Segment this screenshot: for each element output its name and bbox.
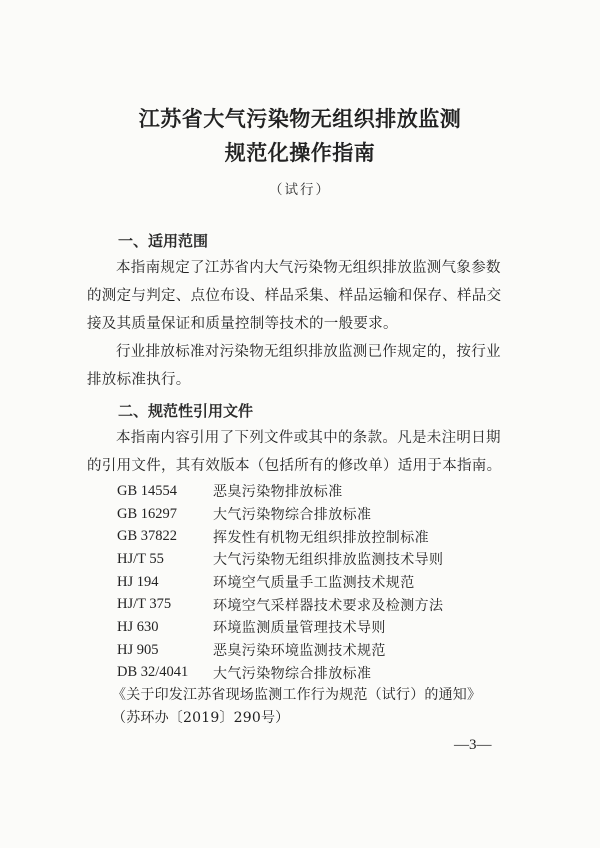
scope-paragraph-2 bbox=[87, 338, 515, 394]
section-heading-references: 二、规范性引用文件 bbox=[118, 402, 254, 420]
document-title-line2: 规范化操作指南 bbox=[224, 141, 376, 165]
reference-code: HJ/T 55 bbox=[117, 550, 164, 567]
reference-code: HJ 905 bbox=[117, 641, 159, 658]
reference-item bbox=[117, 480, 517, 503]
references-paragraph bbox=[87, 424, 515, 480]
document-title-line1: 江苏省大气污染物无组织排放监测 bbox=[138, 107, 462, 131]
scope-paragraph-1 bbox=[87, 254, 515, 338]
reference-code: HJ 630 bbox=[117, 618, 159, 635]
reference-code: HJ/T 375 bbox=[117, 596, 172, 613]
document-subtitle: （试行） bbox=[269, 182, 331, 198]
reference-item bbox=[117, 571, 517, 594]
reference-item bbox=[117, 662, 517, 685]
reference-item bbox=[117, 525, 517, 548]
reference-name: 大气污染物综合排放标准 bbox=[213, 665, 372, 682]
reference-code: DB 32/4041 bbox=[117, 664, 189, 681]
reference-name: 恶臭污染物排放标准 bbox=[213, 484, 343, 501]
reference-name: 环境空气质量手工监测技术规范 bbox=[213, 575, 415, 592]
reference-name: 挥发性有机物无组织排放控制标准 bbox=[213, 529, 429, 546]
scope-paragraph-1-text: 本指南规定了江苏省内大气污染物无组织排放监测气象参数的测定与判定、点位布设、样品采集、样品运输和保存、样品交接及其质量保证和质量控制等技术的一般要求。 bbox=[87, 260, 502, 332]
reference-name: 大气污染物无组织排放监测技术导则 bbox=[213, 552, 444, 569]
reference-code: GB 14554 bbox=[117, 482, 178, 499]
reference-list bbox=[117, 480, 517, 684]
reference-item bbox=[117, 616, 517, 639]
reference-name: 环境空气采样器技术要求及检测方法 bbox=[213, 597, 444, 614]
reference-item bbox=[117, 548, 517, 571]
reference-code: GB 37822 bbox=[117, 528, 178, 545]
reference-item bbox=[117, 593, 517, 616]
reference-code: GB 16297 bbox=[117, 505, 178, 522]
references-paragraph-text: 本指南内容引用了下列文件或其中的条款。凡是未注明日期的引用文件，其有效版本（包括所有的修改单）适用于本指南。 bbox=[87, 430, 502, 474]
page-number: —3— bbox=[454, 737, 492, 753]
reference-name: 环境监测质量管理技术导则 bbox=[213, 620, 386, 637]
reference-item bbox=[117, 503, 517, 526]
scope-paragraph-2-text: 行业排放标准对污染物无组织排放监测已作规定的，按行业排放标准执行。 bbox=[87, 344, 501, 388]
reference-notice-number: （苏环办〔2019〕290号） bbox=[112, 710, 290, 726]
section-heading-scope: 一、适用范围 bbox=[118, 232, 209, 250]
reference-name: 大气污染物综合排放标准 bbox=[213, 507, 372, 524]
reference-code: HJ 194 bbox=[117, 573, 159, 590]
reference-name: 恶臭污染环境监测技术规范 bbox=[213, 643, 386, 660]
reference-item bbox=[117, 639, 517, 662]
reference-notice: 《关于印发江苏省现场监测工作行为规范（试行）的通知》 bbox=[112, 687, 482, 703]
